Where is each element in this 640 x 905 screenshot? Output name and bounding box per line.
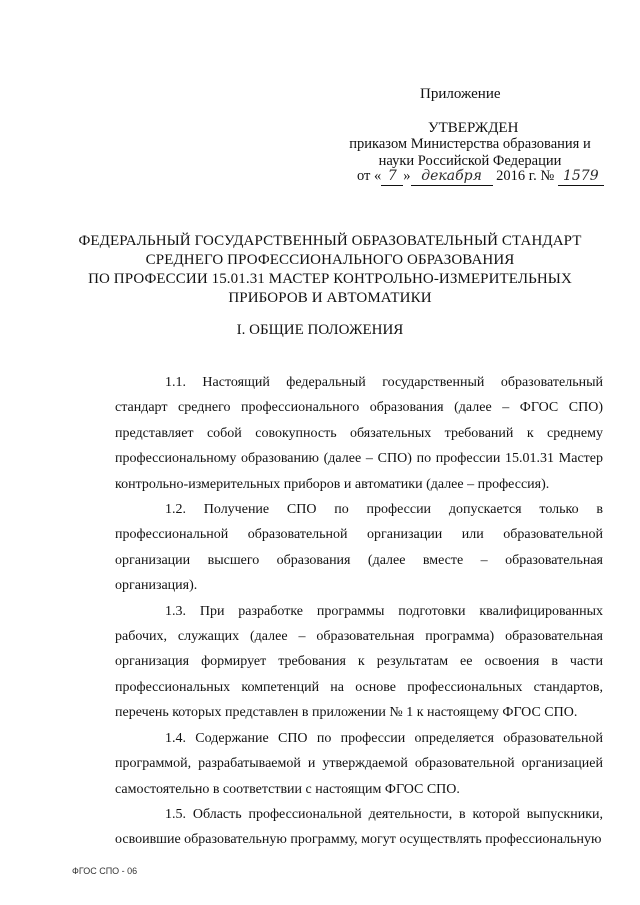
order-line-2: науки Российской Федерации (378, 153, 562, 169)
date-prefix: от « (357, 168, 382, 184)
standard-title-line-4: ПРИБОРОВ И АВТОМАТИКИ (228, 290, 432, 306)
paragraph-1-4: 1.4. Содержание СПО по профессии определяется образовательной программой, разрабатываемой и утверждаемой образовательной организацией самостоятельно в соответствии с настоящим ФГОС СПО. (115, 730, 603, 797)
footer-code: ФГОС СПО - 06 (72, 866, 138, 876)
date-year: 2016 г. № (496, 168, 555, 184)
order-number: 1579 (558, 168, 604, 186)
paragraph-1-2: 1.2. Получение СПО по профессии допускается только в профессиональной образовательной организации или образовательной организации высшего образования (далее вместе – образовательная организация). (115, 502, 603, 594)
date-mid: » (403, 168, 411, 184)
paragraph-1-5: 1.5. Область профессиональной деятельности, в которой выпускники, освоившие образовательную программу, могут осуществлять профессиональную (115, 806, 603, 848)
body-text (115, 370, 603, 853)
approved-label: УТВЕРЖДЕН (428, 120, 519, 136)
paragraph-1-1: 1.1. Настоящий федеральный государственный образовательный стандарт среднего профессионального образования (далее – ФГОС СПО) представляет собой совокупность обязательных требований к среднему профессиональному образованию (далее – СПО) по профессии 15.01.31 Мастер контрольно-измерительных приборов и автоматики (далее – профессия). (115, 375, 603, 492)
date-month: декабря (411, 168, 493, 186)
standard-title (40, 232, 620, 308)
standard-title-line-2: СРЕДНЕГО ПРОФЕССИОНАЛЬНОГО ОБРАЗОВАНИЯ (145, 252, 515, 268)
section-title: I. ОБЩИЕ ПОЛОЖЕНИЯ (236, 322, 404, 338)
standard-title-line-3: ПО ПРОФЕССИИ 15.01.31 МАСТЕР КОНТРОЛЬНО-ИЗМЕРИТЕЛЬНЫХ (88, 271, 572, 287)
standard-title-line-1: ФЕДЕРАЛЬНЫЙ ГОСУДАРСТВЕННЫЙ ОБРАЗОВАТЕЛЬНЫЙ СТАНДАРТ (78, 233, 582, 249)
paragraph-1-3: 1.3. При разработке программы подготовки квалифицированных рабочих, служащих (далее – образовательная программа) образовательная организация формирует требования к результатам ее освоения в части профессиональных компетенций на основе профессиональных стандартов, перечень которых представлен в приложении № 1 к настоящему ФГОС СПО. (115, 603, 603, 721)
date-day: 7 (381, 168, 403, 186)
order-date-line (357, 168, 604, 186)
order-line-1: приказом Министерства образования и (349, 136, 591, 152)
appendix-label: Приложение (420, 86, 501, 102)
